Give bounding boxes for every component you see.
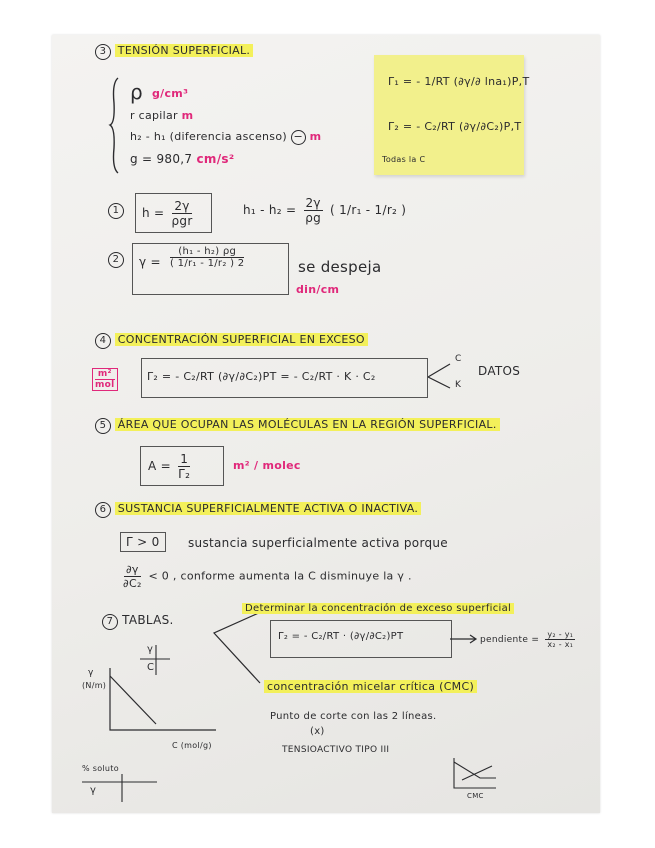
s6-frac [123, 563, 142, 590]
arrow-right-icon [450, 634, 480, 644]
gamma-positive-box: Γ > 0 [120, 532, 166, 552]
eq1-frac [172, 199, 193, 228]
cmc-title-label: concentración micelar crítica (CMC) [264, 680, 477, 693]
eq1-rhs-label: h₁ - h₂ = [243, 203, 297, 217]
graph-x-label: C (mol/g) [172, 741, 212, 750]
section-4-header [95, 333, 368, 349]
brace [110, 78, 120, 173]
determinar-label: Determinar la concentración de exceso superficial [242, 603, 514, 614]
eq2-frac-num: (h₁ - h₂) ρg [170, 246, 244, 258]
eq1-rhs [243, 196, 406, 225]
area-unit-badge [92, 368, 118, 391]
branch-lines [428, 362, 454, 392]
cmc-line2: (x) [310, 726, 325, 737]
pendiente-frac [545, 630, 575, 649]
rho-unit: g/cm³ [152, 87, 189, 100]
eq1-lhs: h = [142, 206, 165, 220]
table2-value: γ [90, 785, 97, 796]
section-7-header [102, 613, 174, 630]
g-label: g = 980,7 [130, 152, 193, 166]
eq1-paren: ( 1/r₁ - 1/r₂ ) [329, 203, 407, 217]
bracket-lines [214, 605, 274, 685]
eq1-num: 1 [108, 203, 124, 219]
graph-y-label: γ [88, 668, 94, 678]
eq2-number [108, 252, 124, 268]
eq7-formula: Γ₂ = - C₂/RT · (∂γ/∂C₂)PT [278, 631, 404, 642]
eq5-unit: m² / molec [233, 459, 301, 472]
section-title: TABLAS. [122, 613, 174, 627]
tension-graph [108, 668, 218, 733]
g-value [130, 152, 234, 166]
eq1-number [108, 203, 124, 219]
section-3-header [95, 44, 253, 60]
section-title: SUSTANCIA SUPERFICIALMENTE ACTIVA O INACTIVA. [115, 502, 421, 515]
s6-frac-n: ∂γ [125, 563, 139, 576]
determinar-text [242, 603, 514, 614]
eq5-lhs: A = [148, 459, 171, 473]
eq5-formula [148, 452, 193, 481]
r-capilar-label: r capilar [130, 109, 178, 122]
section-title: CONCENTRACIÓN SUPERFICIAL EN EXCESO [115, 333, 368, 346]
h-unit: m [309, 130, 322, 143]
table-h1: γ [147, 644, 154, 655]
section-number: 3 [95, 44, 111, 60]
section-number: 5 [95, 418, 111, 434]
r-unit: m [181, 109, 194, 122]
minus-circle-icon: − [291, 130, 306, 145]
eq1-rhs-frac [304, 196, 323, 225]
pend-d: x₂ - x₁ [547, 640, 574, 649]
sticky-gamma1: Γ₁ = - 1/RT (∂γ/∂ lna₁)P,T [388, 75, 530, 88]
cmc-axis-label: CMC [467, 792, 484, 800]
eq1-den-expr: ρgr [171, 214, 193, 228]
eq2-lhs: γ = [139, 255, 161, 269]
area-unit-n: m² [95, 369, 115, 380]
h-diff-label: h₂ - h₁ (diferencia ascenso) [130, 130, 287, 143]
eq2-frac-den: ( 1/r₁ - 1/r₂ ) 2 [170, 258, 245, 269]
h-diff [130, 130, 321, 145]
eq1-num-expr: 2γ [174, 199, 190, 213]
s6-line2 [120, 563, 412, 590]
c-label: C [455, 354, 462, 364]
pendiente-label: pendiente = [480, 635, 540, 645]
section-number: 6 [95, 502, 111, 518]
table-h2: C [147, 662, 155, 673]
g-unit: cm/s² [196, 152, 235, 166]
sticky-note-text: Todas la C [382, 155, 426, 164]
eq5-n: 1 [180, 452, 189, 466]
cmc-title [264, 680, 477, 693]
rho-symbol: ρ [130, 80, 143, 104]
eq2-frac [170, 246, 244, 269]
eq5-d: Γ₂ [178, 467, 191, 481]
sticky-gamma2: Γ₂ = - C₂/RT (∂γ/∂C₂)P,T [388, 120, 522, 133]
s6-frac-d: ∂C₂ [123, 577, 142, 590]
se-despeja: se despeja [298, 258, 382, 276]
datos-label: DATOS [478, 364, 521, 378]
section-title: ÁREA QUE OCUPAN LAS MOLÉCULAS EN LA REGIÓN SUPERFICIAL. [115, 418, 500, 431]
area-unit-d: mol [95, 380, 115, 390]
graph-y-unit: (N/m) [82, 681, 107, 690]
s6-line1: sustancia superficialmente activa porque [188, 536, 448, 550]
eq1-rhs-d: ρg [305, 211, 322, 225]
cmc-graph [452, 758, 498, 792]
eq2-num: 2 [108, 252, 124, 268]
eq2-unit: din/cm [296, 283, 340, 296]
tipo-label: TENSIOACTIVO TIPO III [282, 745, 390, 755]
pend-n: y₂ - y₁ [547, 630, 574, 639]
pendiente-formula [480, 630, 578, 649]
eq4-formula: Γ₂ = - C₂/RT (∂γ/∂C₂)PT = - C₂/RT · K · C₂ [147, 370, 376, 383]
eq1-rhs-n: 2γ [305, 196, 321, 210]
section-5-header [95, 418, 500, 434]
s6-line2-text: < 0 , conforme aumenta la C disminuye la γ . [148, 569, 412, 583]
section-number: 4 [95, 333, 111, 349]
table2-header: % soluto [82, 764, 119, 773]
eq5-frac [178, 452, 190, 481]
section-title: TENSIÓN SUPERFICIAL. [115, 44, 253, 57]
eq1-formula [142, 199, 196, 228]
k-label: K [455, 380, 462, 390]
r-capilar [130, 109, 193, 122]
section-number: 7 [102, 614, 118, 630]
section-6-header [95, 502, 421, 518]
cmc-line1: Punto de corte con las 2 líneas. [270, 711, 437, 722]
